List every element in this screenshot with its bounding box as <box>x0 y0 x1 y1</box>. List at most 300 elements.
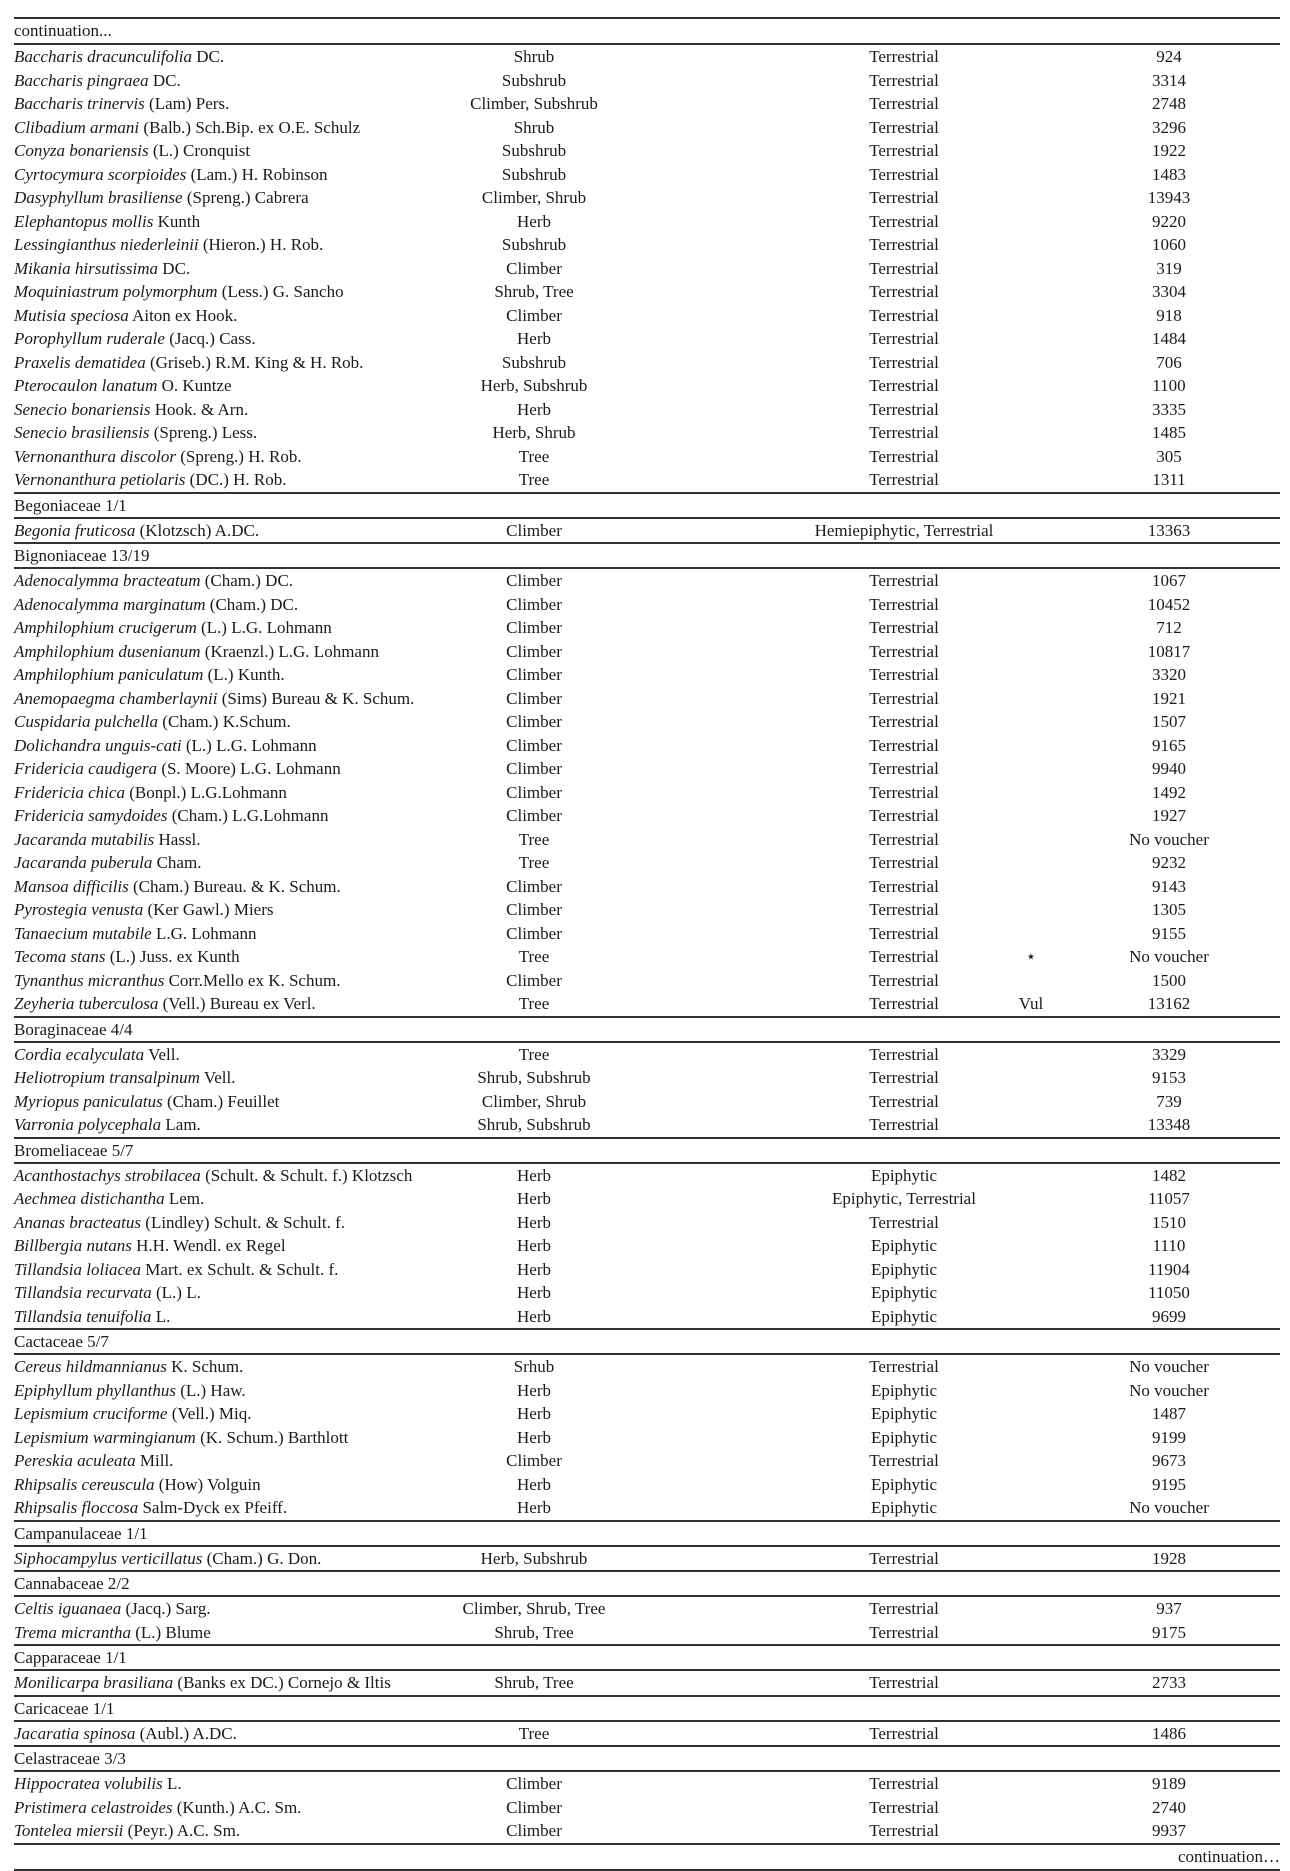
species-author: (Cham.) Bureau. & K. Schum. <box>133 876 341 896</box>
voucher-cell: 918 <box>1156 305 1182 325</box>
voucher-cell: 1067 <box>1152 571 1186 590</box>
substrate-cell: Terrestrial <box>869 1451 939 1470</box>
substrate-cell: Terrestrial <box>869 900 939 919</box>
voucher-cell: 1510 <box>1152 1212 1186 1232</box>
species-binomial: Amphilophium paniculatum <box>14 665 204 684</box>
species-name-cell <box>14 1211 345 1235</box>
substrate-cell: Terrestrial <box>869 806 939 825</box>
table-row <box>14 468 1280 492</box>
species-binomial: Pereskia aculeata <box>14 1451 136 1470</box>
habit-cell: Herb <box>517 1212 551 1232</box>
table-row <box>14 1621 1280 1645</box>
species-name-cell <box>14 139 250 163</box>
species-author: (Ker Gawl.) Miers <box>147 900 274 919</box>
species-binomial: Praxelis dematidea <box>14 352 146 372</box>
species-author: DC. <box>162 258 191 278</box>
species-author: (Peyr.) A.C. Sm. <box>127 1821 241 1840</box>
habit-cell: Herb <box>517 399 551 419</box>
table-row <box>14 1355 1280 1379</box>
habit-cell: Climber <box>506 1451 562 1470</box>
table-row <box>14 1379 1280 1403</box>
species-author: (Lam) Pers. <box>149 94 230 113</box>
substrate-cell: Terrestrial <box>869 164 939 184</box>
voucher-cell: 305 <box>1156 446 1182 466</box>
species-name-cell <box>14 1090 279 1114</box>
habit-cell: Herb, Subshrub <box>480 376 588 395</box>
voucher-cell: 319 <box>1156 258 1182 278</box>
voucher-cell: 1492 <box>1152 782 1186 802</box>
species-name-cell <box>14 992 316 1016</box>
voucher-cell: 2733 <box>1152 1673 1186 1692</box>
species-author: Corr.Mello ex K. Schum. <box>168 970 341 990</box>
table-row <box>14 92 1280 116</box>
voucher-cell: 3335 <box>1152 399 1186 419</box>
substrate-cell: Terrestrial <box>869 329 939 348</box>
voucher-cell: 9673 <box>1152 1451 1186 1470</box>
species-binomial: Cuspidaria pulchella <box>14 712 159 731</box>
voucher-cell: 1305 <box>1152 900 1186 919</box>
species-binomial: Vernonanthura petiolaris <box>14 470 186 489</box>
species-name-cell <box>14 1547 321 1571</box>
table-row <box>14 421 1280 445</box>
species-name-cell <box>14 468 286 492</box>
species-author: Kunth <box>157 211 201 231</box>
family-header: Begoniaceae 1/1 <box>14 495 127 515</box>
voucher-cell: No voucher <box>1129 1498 1209 1517</box>
substrate-cell: Terrestrial <box>869 1548 939 1568</box>
voucher-cell: 3314 <box>1152 70 1186 90</box>
substrate-cell: Terrestrial <box>869 782 939 802</box>
species-author: (L.) L.G. Lohmann <box>185 735 317 755</box>
substrate-cell: Epiphytic <box>870 1283 938 1302</box>
species-author: (Bonpl.) L.G.Lohmann <box>129 782 287 802</box>
species-name-cell <box>14 351 363 375</box>
species-binomial: Zeyheria tuberculosa <box>14 994 159 1013</box>
substrate-cell: Terrestrial <box>869 399 939 419</box>
table-row <box>14 1164 1280 1188</box>
species-binomial: Billbergia nutans <box>14 1236 132 1255</box>
habit-cell: Herb <box>517 1498 551 1517</box>
species-name-cell <box>14 327 256 351</box>
habit-cell: Herb <box>517 329 551 348</box>
voucher-cell: 9232 <box>1152 853 1186 872</box>
species-name-cell <box>14 1819 240 1843</box>
table-row <box>14 734 1280 758</box>
species-name-cell <box>14 945 240 969</box>
table-row <box>14 186 1280 210</box>
substrate-cell: Terrestrial <box>869 446 939 466</box>
table-row <box>14 1772 1280 1796</box>
voucher-cell: 1500 <box>1152 970 1186 990</box>
species-binomial: Baccharis trinervis <box>14 94 145 113</box>
species-author: Mill. <box>139 1451 174 1470</box>
species-author: (Banks ex DC.) Cornejo & Iltis <box>177 1673 391 1692</box>
substrate-cell: Terrestrial <box>869 923 939 943</box>
substrate-cell: Terrestrial <box>869 665 939 684</box>
voucher-cell: 937 <box>1156 1599 1182 1618</box>
species-author: (Aubl.) A.DC. <box>139 1723 237 1743</box>
family-header: Capparaceae 1/1 <box>14 1648 127 1667</box>
habit-cell: Shrub, Subshrub <box>477 1068 591 1087</box>
species-name-cell <box>14 1722 237 1746</box>
habit-cell: Shrub, Tree <box>494 1622 574 1642</box>
species-binomial: Tanaecium mutabile <box>14 923 152 943</box>
species-name-cell <box>14 163 328 187</box>
habit-cell: Climber, Shrub <box>481 188 587 207</box>
habit-cell: Herb <box>517 1404 551 1423</box>
species-author: Hassl. <box>158 829 201 849</box>
species-binomial: Celtis iguanaea <box>14 1599 122 1618</box>
status-mark-cell: ⋆ <box>1025 947 1037 966</box>
species-binomial: Amphilophium crucigerum <box>14 618 197 637</box>
species-name-cell <box>14 116 360 140</box>
species-name-cell <box>14 374 232 398</box>
table-row <box>14 210 1280 234</box>
voucher-cell: 1927 <box>1152 806 1186 825</box>
habit-cell: Climber <box>506 876 562 896</box>
habit-cell: Climber <box>506 923 562 943</box>
continuation-top-label: continuation... <box>14 21 112 40</box>
species-name-cell <box>14 1187 204 1211</box>
voucher-cell: 9155 <box>1152 923 1186 943</box>
family-header: Boraginaceae 4/4 <box>14 1019 133 1039</box>
substrate-cell: Terrestrial <box>869 1091 939 1111</box>
habit-cell: Tree <box>518 446 550 466</box>
substrate-cell: Terrestrial <box>869 258 939 278</box>
habit-cell: Srhub <box>513 1357 555 1376</box>
table-row <box>14 1234 1280 1258</box>
voucher-cell: 2740 <box>1152 1797 1186 1817</box>
table-row <box>14 1671 1280 1695</box>
species-author: (Balb.) Sch.Bip. ex O.E. Schulz <box>143 117 361 137</box>
species-binomial: Rhipsalis cereuscula <box>14 1474 155 1494</box>
species-name-cell <box>14 1113 201 1137</box>
substrate-cell: Terrestrial <box>869 1673 939 1692</box>
species-binomial: Elephantopus mollis <box>14 211 154 231</box>
species-author: (Jacq.) Cass. <box>169 329 256 348</box>
voucher-cell: 9165 <box>1152 735 1186 755</box>
table-row <box>14 710 1280 734</box>
voucher-cell: 9143 <box>1152 876 1186 896</box>
habit-cell: Tree <box>518 994 550 1013</box>
habit-cell: Climber <box>506 1797 562 1817</box>
substrate-cell: Terrestrial <box>869 853 939 872</box>
table-row <box>14 593 1280 617</box>
habit-cell: Climber <box>506 712 562 731</box>
species-author: O. Kuntze <box>161 376 232 395</box>
species-name-cell <box>14 804 328 828</box>
substrate-cell: Terrestrial <box>869 735 939 755</box>
species-author: Aiton ex Hook. <box>132 305 238 325</box>
species-author: (How) Volguin <box>158 1474 261 1494</box>
family-header: Campanulaceae 1/1 <box>14 1523 148 1543</box>
species-binomial: Baccharis pingraea <box>14 70 149 90</box>
voucher-cell: 1921 <box>1152 688 1186 708</box>
species-binomial: Jacaranda mutabilis <box>14 829 155 849</box>
habit-cell: Herb <box>517 1474 551 1494</box>
table-row <box>14 875 1280 899</box>
habit-cell: Tree <box>518 470 550 489</box>
habit-cell: Tree <box>518 829 550 849</box>
species-name-cell <box>14 851 201 875</box>
table-row <box>14 398 1280 422</box>
species-author: Lem. <box>168 1189 205 1208</box>
species-name-cell <box>14 304 237 328</box>
species-binomial: Pyrostegia venusta <box>14 900 144 919</box>
habit-cell: Herb, Shrub <box>492 423 576 442</box>
species-binomial: Jacaratia spinosa <box>14 1723 136 1743</box>
species-author: (DC.) H. Rob. <box>189 470 287 489</box>
species-author: (Sims) Bureau & K. Schum. <box>221 688 415 708</box>
habit-cell: Herb <box>517 1427 551 1447</box>
substrate-cell: Terrestrial <box>869 876 939 896</box>
voucher-cell: 9699 <box>1152 1306 1186 1326</box>
species-binomial: Clibadium armani <box>14 117 140 137</box>
voucher-cell: 13348 <box>1147 1115 1191 1134</box>
species-binomial: Pristimera celastroides <box>14 1797 173 1817</box>
voucher-cell: 9937 <box>1152 1821 1186 1840</box>
table-row <box>14 687 1280 711</box>
table-row <box>14 616 1280 640</box>
species-author: (Vell.) Miq. <box>171 1404 252 1423</box>
species-name-cell <box>14 687 414 711</box>
habit-cell: Climber <box>506 258 562 278</box>
table-row <box>14 781 1280 805</box>
substrate-cell: Terrestrial <box>869 141 939 160</box>
table-row <box>14 351 1280 375</box>
species-binomial: Fridericia samydoides <box>14 806 168 825</box>
species-author: (Cham.) L.G.Lohmann <box>171 806 329 825</box>
leading-rows-group <box>14 45 1280 492</box>
voucher-cell: 13943 <box>1147 188 1191 207</box>
species-binomial: Jacaranda puberula <box>14 853 153 872</box>
species-binomial: Lepismium warmingianum <box>14 1427 196 1447</box>
substrate-cell: Terrestrial <box>869 470 939 489</box>
voucher-cell: No voucher <box>1129 829 1209 849</box>
substrate-cell: Terrestrial <box>869 1115 939 1134</box>
species-binomial: Conyza bonariensis <box>14 141 149 160</box>
voucher-cell: 13363 <box>1147 520 1191 540</box>
voucher-cell: No voucher <box>1129 947 1209 966</box>
table-row <box>14 1597 1280 1621</box>
table-row <box>14 640 1280 664</box>
habit-cell: Climber <box>506 641 562 661</box>
species-author: (S. Moore) L.G. Lohmann <box>161 759 341 778</box>
family-header: Bignoniaceae 13/19 <box>14 546 150 565</box>
substrate-cell: Epiphytic <box>870 1165 938 1185</box>
habit-cell: Climber <box>506 970 562 990</box>
table-row <box>14 1547 1280 1571</box>
species-author: Salm-Dyck ex Pfeiff. <box>142 1498 288 1517</box>
habit-cell: Tree <box>518 947 550 966</box>
species-name-cell <box>14 922 257 946</box>
voucher-cell: No voucher <box>1129 1357 1209 1376</box>
voucher-cell: 3304 <box>1152 282 1186 301</box>
table-row <box>14 804 1280 828</box>
substrate-cell: Terrestrial <box>869 94 939 113</box>
substrate-cell: Hemiepiphytic, Terrestrial <box>814 520 994 540</box>
voucher-cell: 3296 <box>1152 117 1186 137</box>
species-name-cell <box>14 421 257 445</box>
table-row <box>14 1819 1280 1843</box>
species-name-cell <box>14 233 323 257</box>
habit-cell: Climber <box>506 520 562 540</box>
species-binomial: Siphocampylus verticillatus <box>14 1548 203 1568</box>
species-author: (L.) Cronquist <box>152 141 251 160</box>
habit-cell: Herb <box>517 1283 551 1302</box>
habit-cell: Subshrub <box>501 70 567 90</box>
species-author: (Kraenzl.) L.G. Lohmann <box>204 641 379 661</box>
species-table <box>14 17 1280 1871</box>
table-row <box>14 163 1280 187</box>
species-binomial: Trema micrantha <box>14 1622 131 1642</box>
family-header: Celastraceae 3/3 <box>14 1749 126 1768</box>
species-author: (Cham.) DC. <box>204 571 294 590</box>
species-binomial: Fridericia chica <box>14 782 125 802</box>
substrate-cell: Terrestrial <box>869 70 939 90</box>
species-name-cell <box>14 1281 201 1305</box>
habit-cell: Herb, Subshrub <box>480 1548 588 1568</box>
species-name-cell <box>14 1043 180 1067</box>
species-binomial: Dolichandra unguis-cati <box>14 735 182 755</box>
substrate-cell: Terrestrial <box>869 1212 939 1232</box>
habit-cell: Climber, Shrub <box>481 1091 587 1111</box>
continuation-bottom-label: continuation… <box>1178 1846 1280 1866</box>
table-row <box>14 304 1280 328</box>
table-row <box>14 1449 1280 1473</box>
species-author: Lam. <box>165 1115 201 1134</box>
voucher-cell: 3320 <box>1152 665 1186 684</box>
substrate-cell: Terrestrial <box>869 947 939 966</box>
species-binomial: Lepismium cruciforme <box>14 1404 168 1423</box>
species-name-cell <box>14 593 298 617</box>
habit-cell: Climber <box>506 735 562 755</box>
species-binomial: Cyrtocymura scorpioides <box>14 164 187 184</box>
species-author: (Schult. & Schult. f.) Klotzsch <box>205 1165 413 1185</box>
table-row <box>14 1043 1280 1067</box>
species-binomial: Hippocratea volubilis <box>14 1774 163 1793</box>
table-row <box>14 1473 1280 1497</box>
habit-cell: Climber <box>506 618 562 637</box>
species-binomial: Tynanthus micranthus <box>14 970 165 990</box>
species-author: (Spreng.) Less. <box>153 423 258 442</box>
species-binomial: Tillandsia loliacea <box>14 1259 142 1279</box>
substrate-cell: Terrestrial <box>869 117 939 137</box>
species-binomial: Senecio bonariensis <box>14 399 151 419</box>
table-row <box>14 69 1280 93</box>
species-name-cell <box>14 569 293 593</box>
voucher-cell: 11904 <box>1148 1259 1190 1279</box>
table-row <box>14 139 1280 163</box>
species-binomial: Monilicarpa brasiliana <box>14 1673 174 1692</box>
family-header: Caricaceae 1/1 <box>14 1698 115 1718</box>
species-author: (Griseb.) R.M. King & H. Rob. <box>149 352 364 372</box>
voucher-cell: 1311 <box>1152 470 1186 489</box>
species-name-cell <box>14 1671 391 1695</box>
species-author: K. Schum. <box>171 1357 244 1376</box>
species-name-cell <box>14 1305 170 1329</box>
substrate-cell: Epiphytic <box>870 1236 938 1255</box>
species-name-cell <box>14 1379 246 1403</box>
substrate-cell: Terrestrial <box>869 1774 939 1793</box>
voucher-cell: 1507 <box>1152 712 1186 731</box>
voucher-cell: 924 <box>1156 47 1182 66</box>
species-author: (L.) Juss. ex Kunth <box>109 947 240 966</box>
species-name-cell <box>14 1426 348 1450</box>
table-row <box>14 519 1280 543</box>
habit-cell: Climber <box>506 665 562 684</box>
species-author: Mart. ex Schult. & Schult. f. <box>145 1259 339 1279</box>
habit-cell: Tree <box>518 1044 550 1064</box>
species-name-cell <box>14 1355 243 1379</box>
voucher-cell: 2748 <box>1152 94 1186 113</box>
voucher-cell: 9153 <box>1152 1068 1186 1087</box>
species-author: L.G. Lohmann <box>155 923 257 943</box>
species-binomial: Tecoma stans <box>14 947 106 966</box>
substrate-cell: Terrestrial <box>869 571 939 590</box>
substrate-cell: Epiphytic <box>870 1306 938 1326</box>
substrate-cell: Terrestrial <box>869 1044 939 1064</box>
voucher-cell: 1487 <box>1152 1404 1186 1423</box>
species-name-cell <box>14 1164 412 1188</box>
substrate-cell: Terrestrial <box>869 352 939 372</box>
species-name-cell <box>14 875 341 899</box>
voucher-cell: 1060 <box>1152 235 1186 254</box>
species-name-cell <box>14 519 259 543</box>
species-name-cell <box>14 186 309 210</box>
page-bottom-rule <box>14 1869 1280 1871</box>
habit-cell: Herb <box>517 1306 551 1326</box>
species-author: (Spreng.) Cabrera <box>186 188 309 207</box>
family-header: Cactaceae 5/7 <box>14 1332 109 1351</box>
substrate-cell: Terrestrial <box>869 305 939 325</box>
habit-cell: Herb <box>517 1259 551 1279</box>
species-binomial: Anemopaegma chamberlaynii <box>14 688 218 708</box>
species-name-cell <box>14 781 287 805</box>
voucher-cell: 1483 <box>1152 164 1186 184</box>
habit-cell: Climber, Subshrub <box>470 94 598 113</box>
habit-cell: Subshrub <box>501 352 567 372</box>
species-name-cell <box>14 1066 236 1090</box>
substrate-cell: Terrestrial <box>869 376 939 395</box>
habit-cell: Shrub, Tree <box>494 1673 574 1692</box>
species-name-cell <box>14 663 285 687</box>
table-row <box>14 1796 1280 1820</box>
species-author: (L.) Kunth. <box>207 665 285 684</box>
habit-cell: Shrub, Tree <box>494 282 574 301</box>
habit-cell: Climber <box>506 571 562 590</box>
table-row <box>14 1426 1280 1450</box>
substrate-cell: Terrestrial <box>869 970 939 990</box>
substrate-cell: Terrestrial <box>869 1723 939 1743</box>
species-binomial: Mikania hirsutissima <box>14 258 159 278</box>
voucher-cell: 13162 <box>1147 994 1191 1013</box>
table-row <box>14 1113 1280 1137</box>
species-name-cell <box>14 1621 211 1645</box>
substrate-cell: Terrestrial <box>869 1797 939 1817</box>
table-row <box>14 898 1280 922</box>
species-author: Hook. & Arn. <box>154 399 249 419</box>
habit-cell: Herb <box>517 1236 551 1255</box>
habit-cell: Climber <box>506 688 562 708</box>
species-name-cell <box>14 398 248 422</box>
species-author: (Cham.) Feuillet <box>167 1091 280 1111</box>
voucher-cell: 1486 <box>1152 1723 1186 1743</box>
table-row <box>14 945 1280 969</box>
species-author: DC. <box>196 47 225 66</box>
voucher-cell: 9195 <box>1152 1474 1186 1494</box>
voucher-cell: 3329 <box>1152 1044 1186 1064</box>
